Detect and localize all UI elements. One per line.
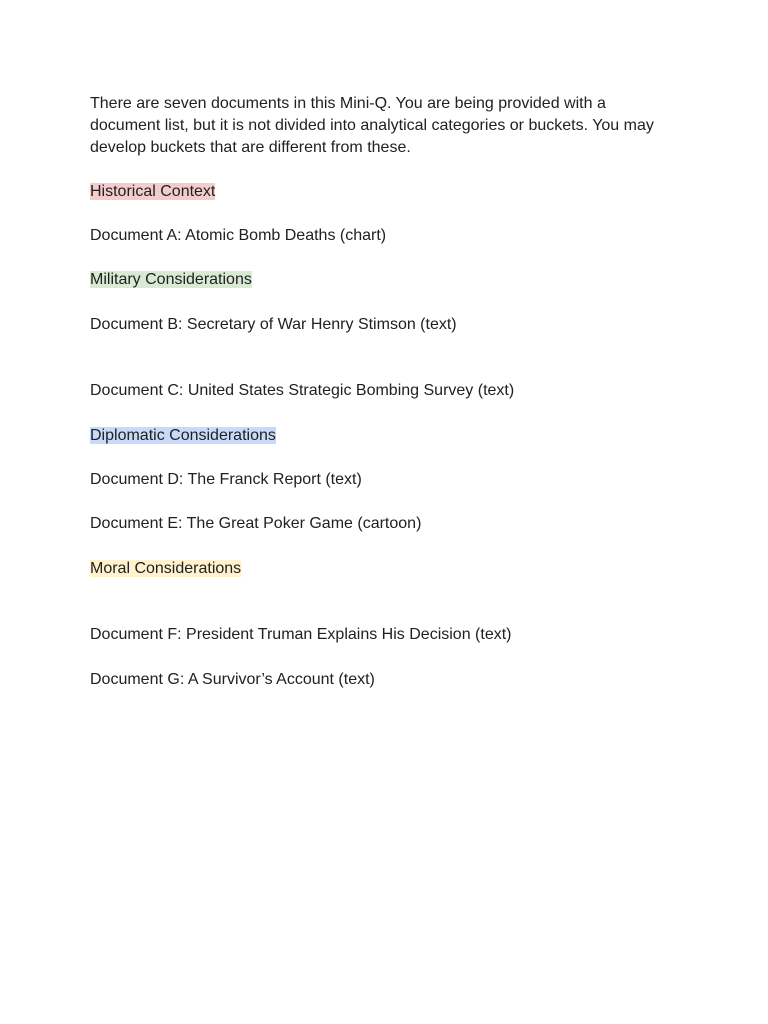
highlight-moral-considerations: Moral Considerations — [90, 560, 242, 577]
document-f-line: Document F: President Truman Explains His Decision (text) — [90, 626, 512, 643]
highlight-military-considerations: Military Considerations — [90, 271, 252, 288]
section-heading-military — [90, 269, 252, 291]
highlight-historical-context: Historical Context — [90, 183, 216, 200]
document-g-line: Document G: A Survivor’s Account (text) — [90, 671, 375, 688]
intro-paragraph: There are seven documents in this Mini-Q. You are being provided with a document list, but it is not divided into analytical categories or buckets. You may develop buckets that are different from these. — [90, 95, 654, 156]
document-a-line: Document A: Atomic Bomb Deaths (chart) — [90, 227, 387, 244]
document-page — [90, 93, 680, 688]
document-e-line: Document E: The Great Poker Game (cartoon) — [90, 515, 422, 532]
section-heading-moral — [90, 558, 241, 580]
section-heading-historical — [90, 181, 215, 203]
document-b-line: Document B: Secretary of War Henry Stimson (text) — [90, 316, 457, 333]
highlight-diplomatic-considerations: Diplomatic Considerations — [90, 427, 276, 444]
section-heading-diplomatic — [90, 425, 276, 447]
document-c-line: Document C: United States Strategic Bombing Survey (text) — [90, 382, 515, 399]
document-d-line: Document D: The Franck Report (text) — [90, 471, 362, 488]
